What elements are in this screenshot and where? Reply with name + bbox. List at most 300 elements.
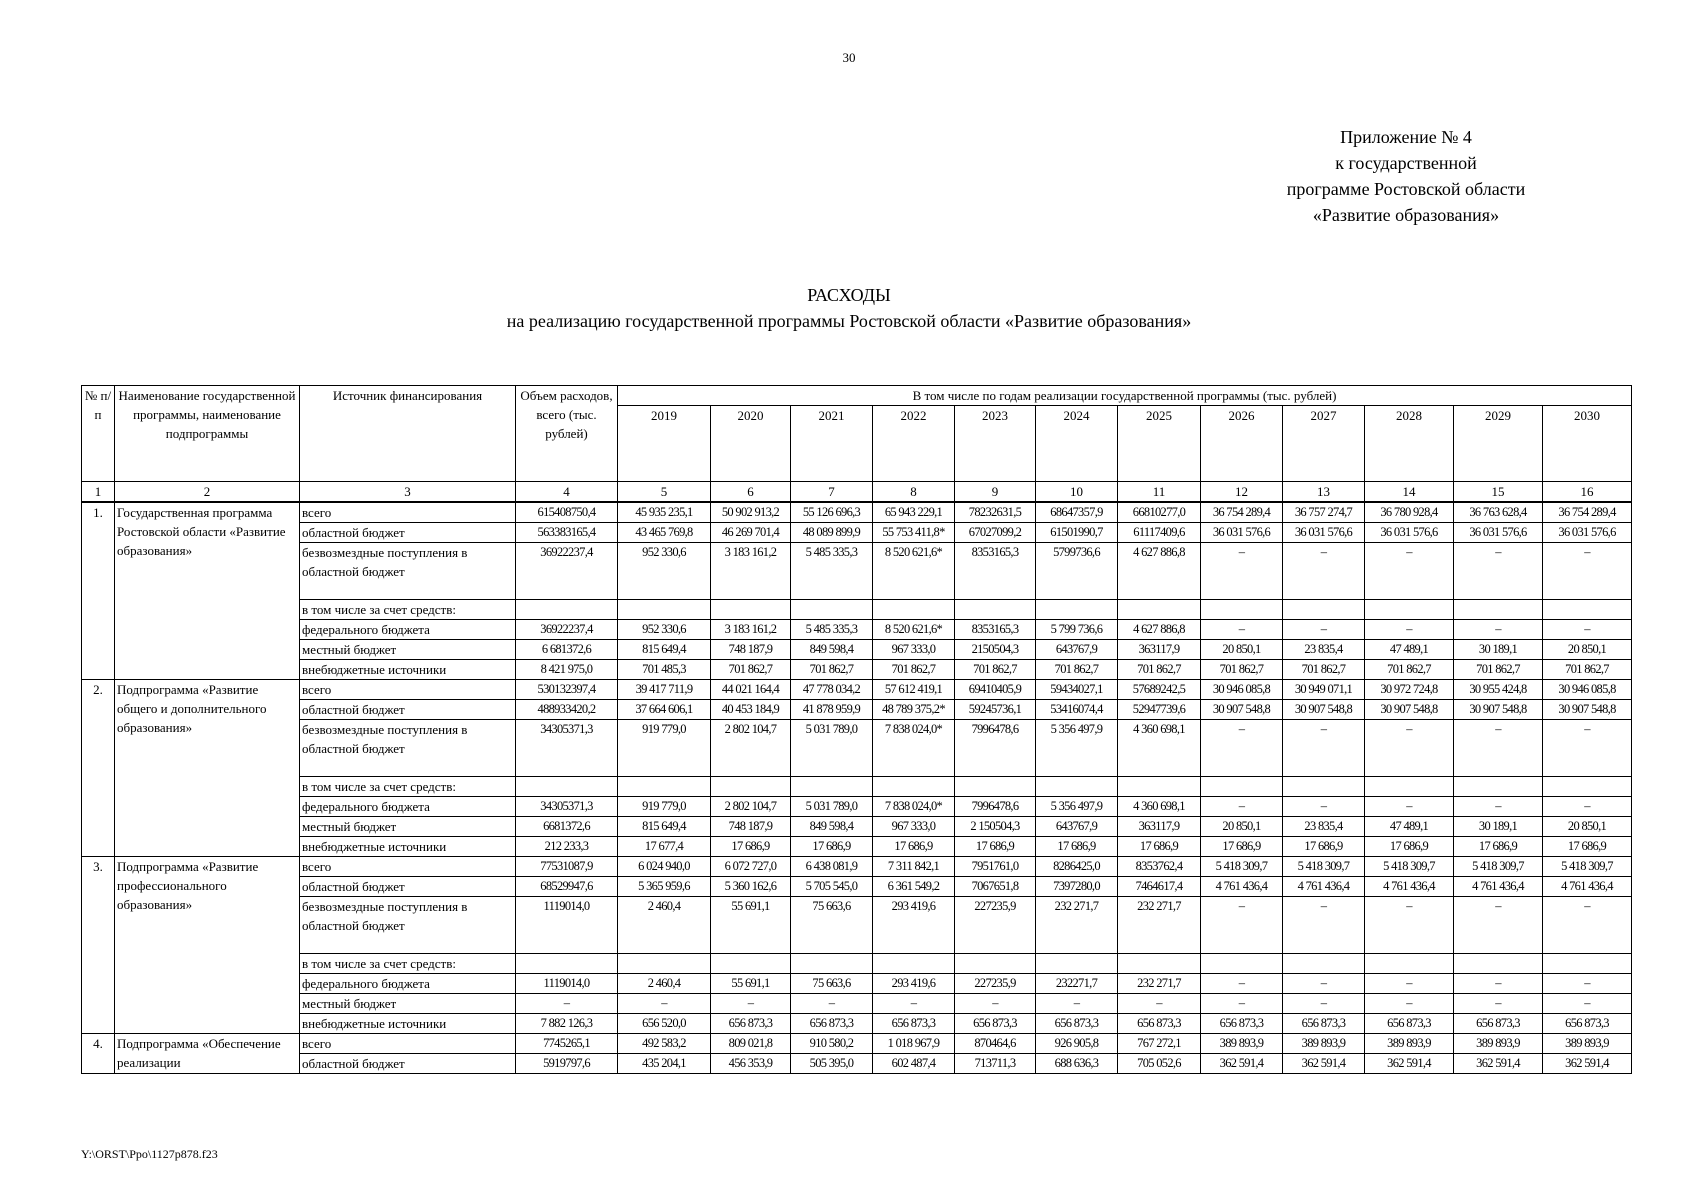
- year-value-cell: 5 705 545,0: [791, 877, 873, 897]
- header-volume: Объем расходов, всего (тыс. рублей): [516, 386, 618, 482]
- year-value-cell: 30 949 071,1: [1283, 680, 1365, 700]
- year-value-cell: 5 356 497,9: [1036, 720, 1118, 777]
- year-value-cell: 5 485 335,3: [791, 543, 873, 600]
- year-value-cell: 17 686,9: [955, 837, 1036, 857]
- year-value-cell: 59245736,1: [955, 700, 1036, 720]
- year-value-cell: –: [1543, 720, 1632, 777]
- year-value-cell: 30 907 548,8: [1365, 700, 1454, 720]
- year-value-cell: 6 361 549,2: [873, 877, 955, 897]
- year-value-cell: 17 686,9: [1543, 837, 1632, 857]
- year-value-cell: –: [1365, 797, 1454, 817]
- year-value-cell: 67027099,2: [955, 523, 1036, 543]
- year-value-cell: 8353165,3: [955, 620, 1036, 640]
- header-years-caption: В том числе по годам реализации государственной программы (тыс. рублей): [618, 386, 1632, 406]
- header-year: 2022: [873, 406, 955, 482]
- header-year: 2019: [618, 406, 711, 482]
- year-value-cell: –: [1201, 543, 1283, 600]
- header-year: 2024: [1036, 406, 1118, 482]
- year-value-cell: 6 072 727,0: [711, 857, 791, 877]
- funding-source: областной бюджет: [300, 877, 516, 897]
- year-value-cell: 55 753 411,8*: [873, 523, 955, 543]
- year-value-cell: 6 024 940,0: [618, 857, 711, 877]
- year-value-cell: 809 021,8: [711, 1034, 791, 1054]
- year-value-cell: 30 907 548,8: [1454, 700, 1543, 720]
- year-value-cell: 389 893,9: [1283, 1034, 1365, 1054]
- column-number: 13: [1283, 482, 1365, 503]
- total-cell: 212 233,3: [516, 837, 618, 857]
- column-number: 3: [300, 482, 516, 503]
- year-value-cell: –: [1283, 797, 1365, 817]
- year-value-cell: 36 031 576,6: [1543, 523, 1632, 543]
- year-value-cell: –: [1543, 974, 1632, 994]
- year-value-cell: 44 021 164,4: [711, 680, 791, 700]
- funding-source: областной бюджет: [300, 1054, 516, 1074]
- year-value-cell: 389 893,9: [1201, 1034, 1283, 1054]
- column-number: 5: [618, 482, 711, 503]
- year-value-cell: 701 862,7: [873, 660, 955, 680]
- year-value-cell: –: [618, 994, 711, 1014]
- year-value-cell: 713711,3: [955, 1054, 1036, 1074]
- year-value-cell: 362 591,4: [1454, 1054, 1543, 1074]
- page-number: 30: [842, 50, 856, 65]
- year-value-cell: [1283, 954, 1365, 974]
- year-value-cell: 47 489,1: [1365, 640, 1454, 660]
- year-value-cell: 17 686,9: [1036, 837, 1118, 857]
- funding-source: федерального бюджета: [300, 620, 516, 640]
- year-value-cell: 43 465 769,8: [618, 523, 711, 543]
- year-value-cell: 701 862,7: [1201, 660, 1283, 680]
- year-value-cell: –: [1283, 720, 1365, 777]
- year-value-cell: 30 946 085,8: [1543, 680, 1632, 700]
- year-value-cell: 66810277,0: [1118, 502, 1201, 523]
- year-value-cell: 505 395,0: [791, 1054, 873, 1074]
- total-cell: 7 882 126,3: [516, 1014, 618, 1034]
- year-value-cell: 36 031 576,6: [1201, 523, 1283, 543]
- year-value-cell: 7 838 024,0*: [873, 797, 955, 817]
- year-value-cell: 7951761,0: [955, 857, 1036, 877]
- total-cell: 8 421 975,0: [516, 660, 618, 680]
- year-value-cell: [1036, 600, 1118, 620]
- year-value-cell: 36 031 576,6: [1283, 523, 1365, 543]
- year-value-cell: 656 873,3: [1118, 1014, 1201, 1034]
- year-value-cell: 36 031 576,6: [1365, 523, 1454, 543]
- year-value-cell: 7067651,8: [955, 877, 1036, 897]
- year-value-cell: 39 417 711,9: [618, 680, 711, 700]
- year-value-cell: [1454, 954, 1543, 974]
- year-value-cell: 849 598,4: [791, 817, 873, 837]
- year-value-cell: 748 187,9: [711, 640, 791, 660]
- table-row: [82, 523, 1632, 543]
- year-value-cell: 767 272,1: [1118, 1034, 1201, 1054]
- year-value-cell: 919 779,0: [618, 720, 711, 777]
- total-cell: 1119014,0: [516, 897, 618, 954]
- header-year: 2025: [1118, 406, 1201, 482]
- table-row: [82, 700, 1632, 720]
- header-year: 2020: [711, 406, 791, 482]
- column-number: 8: [873, 482, 955, 503]
- year-value-cell: 8 520 621,6*: [873, 543, 955, 600]
- year-value-cell: –: [1201, 720, 1283, 777]
- year-value-cell: 17 686,9: [1454, 837, 1543, 857]
- program-name: Подпрограмма «Развитие профессионального образования»: [115, 857, 300, 1034]
- year-value-cell: [1118, 777, 1201, 797]
- column-number: 2: [115, 482, 300, 503]
- table-row: [82, 680, 1632, 700]
- year-value-cell: 7397280,0: [1036, 877, 1118, 897]
- year-value-cell: –: [1454, 543, 1543, 600]
- year-value-cell: 47 778 034,2: [791, 680, 873, 700]
- year-value-cell: 688 636,3: [1036, 1054, 1118, 1074]
- year-value-cell: 227235,9: [955, 897, 1036, 954]
- total-cell: 77531087,9: [516, 857, 618, 877]
- funding-source: безвозмездные поступления в областной бюджет: [300, 720, 516, 777]
- year-value-cell: –: [1543, 994, 1632, 1014]
- year-value-cell: 45 935 235,1: [618, 502, 711, 523]
- year-value-cell: [955, 600, 1036, 620]
- year-value-cell: 8353762,4: [1118, 857, 1201, 877]
- year-value-cell: 701 862,7: [1283, 660, 1365, 680]
- year-value-cell: 389 893,9: [1454, 1034, 1543, 1054]
- row-number: 2.: [82, 680, 115, 857]
- year-value-cell: 492 583,2: [618, 1034, 711, 1054]
- year-value-cell: 701 862,7: [711, 660, 791, 680]
- year-value-cell: 293 419,6: [873, 974, 955, 994]
- column-number: 4: [516, 482, 618, 503]
- year-value-cell: –: [1283, 994, 1365, 1014]
- year-value-cell: [1283, 600, 1365, 620]
- year-value-cell: –: [1365, 620, 1454, 640]
- year-value-cell: –: [1283, 543, 1365, 600]
- table-row: [82, 877, 1632, 897]
- column-number: 16: [1543, 482, 1632, 503]
- year-value-cell: 5 418 309,7: [1201, 857, 1283, 877]
- total-cell: 530132397,4: [516, 680, 618, 700]
- year-value-cell: 30 946 085,8: [1201, 680, 1283, 700]
- year-value-cell: 4 360 698,1: [1118, 797, 1201, 817]
- year-value-cell: 363117,9: [1118, 817, 1201, 837]
- year-value-cell: –: [1454, 974, 1543, 994]
- year-value-cell: 870464,6: [955, 1034, 1036, 1054]
- table-row: [82, 620, 1632, 640]
- header-source: Источник финансирования: [300, 386, 516, 482]
- funding-source: местный бюджет: [300, 817, 516, 837]
- year-value-cell: –: [711, 994, 791, 1014]
- column-number: 10: [1036, 482, 1118, 503]
- year-value-cell: 5 485 335,3: [791, 620, 873, 640]
- year-value-cell: 5 356 497,9: [1036, 797, 1118, 817]
- year-value-cell: 57689242,5: [1118, 680, 1201, 700]
- year-value-cell: 30 907 548,8: [1283, 700, 1365, 720]
- total-cell: 36922237,4: [516, 543, 618, 600]
- year-value-cell: [711, 777, 791, 797]
- year-value-cell: 227235,9: [955, 974, 1036, 994]
- year-value-cell: 17 686,9: [1283, 837, 1365, 857]
- funding-source: всего: [300, 1034, 516, 1054]
- year-value-cell: [791, 954, 873, 974]
- year-value-cell: 362 591,4: [1201, 1054, 1283, 1074]
- year-value-cell: 5 031 789,0: [791, 720, 873, 777]
- year-value-cell: 815 649,4: [618, 640, 711, 660]
- table-row: [82, 660, 1632, 680]
- total-cell: 34305371,3: [516, 720, 618, 777]
- year-value-cell: 50 902 913,2: [711, 502, 791, 523]
- year-value-cell: 656 873,3: [1283, 1014, 1365, 1034]
- header-name: Наименование государственной программы, наименование подпрограммы: [115, 386, 300, 482]
- year-value-cell: 656 873,3: [873, 1014, 955, 1034]
- year-value-cell: 4 761 436,4: [1201, 877, 1283, 897]
- year-value-cell: 17 686,9: [791, 837, 873, 857]
- program-name: Подпрограмма «Обеспечение реализации: [115, 1034, 300, 1074]
- year-value-cell: –: [1201, 797, 1283, 817]
- year-value-cell: 232 271,7: [1118, 974, 1201, 994]
- year-value-cell: [1365, 600, 1454, 620]
- year-value-cell: 232271,7: [1036, 974, 1118, 994]
- total-cell: 7745265,1: [516, 1034, 618, 1054]
- year-value-cell: 705 052,6: [1118, 1054, 1201, 1074]
- year-value-cell: 602 487,4: [873, 1054, 955, 1074]
- year-value-cell: –: [1365, 897, 1454, 954]
- year-value-cell: 967 333,0: [873, 640, 955, 660]
- year-value-cell: [1036, 777, 1118, 797]
- year-value-cell: 952 330,6: [618, 620, 711, 640]
- funding-source: в том числе за счет средств:: [300, 777, 516, 797]
- year-value-cell: 55 691,1: [711, 897, 791, 954]
- year-value-cell: –: [1543, 797, 1632, 817]
- year-value-cell: 3 183 161,2: [711, 543, 791, 600]
- year-value-cell: 36 031 576,6: [1454, 523, 1543, 543]
- year-value-cell: 7 311 842,1: [873, 857, 955, 877]
- table-row: [82, 954, 1632, 974]
- year-value-cell: 232 271,7: [1036, 897, 1118, 954]
- year-value-cell: 910 580,2: [791, 1034, 873, 1054]
- year-value-cell: 48 089 899,9: [791, 523, 873, 543]
- year-value-cell: 2 460,4: [618, 974, 711, 994]
- funding-source: федерального бюджета: [300, 974, 516, 994]
- row-number: 4.: [82, 1034, 115, 1074]
- year-value-cell: 456 353,9: [711, 1054, 791, 1074]
- year-value-cell: 17 686,9: [1365, 837, 1454, 857]
- year-value-cell: 7464617,4: [1118, 877, 1201, 897]
- total-cell: 615408750,4: [516, 502, 618, 523]
- table-body: [82, 502, 1632, 1074]
- funding-source: в том числе за счет средств:: [300, 954, 516, 974]
- header-year: 2030: [1543, 406, 1632, 482]
- year-value-cell: 23 835,4: [1283, 640, 1365, 660]
- year-value-cell: 643767,9: [1036, 640, 1118, 660]
- year-value-cell: [873, 777, 955, 797]
- year-value-cell: –: [1543, 620, 1632, 640]
- year-value-cell: –: [1454, 994, 1543, 1014]
- year-value-cell: 68647357,9: [1036, 502, 1118, 523]
- file-path-footer: Y:\ORST\Ppo\1127p878.f23: [81, 1147, 218, 1161]
- year-value-cell: [711, 954, 791, 974]
- year-value-cell: 36 754 289,4: [1201, 502, 1283, 523]
- year-value-cell: 8 520 621,6*: [873, 620, 955, 640]
- year-value-cell: 2 802 104,7: [711, 797, 791, 817]
- year-value-cell: –: [1283, 897, 1365, 954]
- year-value-cell: 20 850,1: [1201, 640, 1283, 660]
- total-cell: 5919797,6: [516, 1054, 618, 1074]
- column-number: 1: [82, 482, 115, 503]
- appendix-line: «Развитие образования»: [1312, 205, 1500, 225]
- year-value-cell: [1543, 777, 1632, 797]
- year-value-cell: [1118, 954, 1201, 974]
- year-value-cell: [618, 954, 711, 974]
- year-value-cell: 4 761 436,4: [1283, 877, 1365, 897]
- year-value-cell: 701 862,7: [1454, 660, 1543, 680]
- year-value-cell: 5 418 309,7: [1543, 857, 1632, 877]
- year-value-cell: 36 763 628,4: [1454, 502, 1543, 523]
- funding-source: областной бюджет: [300, 523, 516, 543]
- funding-source: внебюджетные источники: [300, 660, 516, 680]
- column-number: 7: [791, 482, 873, 503]
- year-value-cell: 656 873,3: [1036, 1014, 1118, 1034]
- year-value-cell: –: [1201, 897, 1283, 954]
- year-value-cell: –: [873, 994, 955, 1014]
- year-value-cell: 656 520,0: [618, 1014, 711, 1034]
- year-value-cell: 4 761 436,4: [1454, 877, 1543, 897]
- year-value-cell: [1201, 600, 1283, 620]
- year-value-cell: 232 271,7: [1118, 897, 1201, 954]
- year-value-cell: 849 598,4: [791, 640, 873, 660]
- year-value-cell: 8353165,3: [955, 543, 1036, 600]
- appendix-line: к государственной: [1335, 153, 1477, 173]
- year-value-cell: 7996478,6: [955, 797, 1036, 817]
- year-value-cell: 656 873,3: [711, 1014, 791, 1034]
- funding-source: всего: [300, 857, 516, 877]
- year-value-cell: 656 873,3: [1201, 1014, 1283, 1034]
- year-value-cell: 17 677,4: [618, 837, 711, 857]
- year-value-cell: 4 627 886,8: [1118, 620, 1201, 640]
- column-number: 9: [955, 482, 1036, 503]
- table-row: [82, 1034, 1632, 1054]
- program-name: Подпрограмма «Развитие общего и дополнительного образования»: [115, 680, 300, 857]
- funding-source: в том числе за счет средств:: [300, 600, 516, 620]
- column-number: 11: [1118, 482, 1201, 503]
- year-value-cell: 8286425,0: [1036, 857, 1118, 877]
- title-main: РАСХОДЫ: [807, 285, 891, 305]
- year-value-cell: 65 943 229,1: [873, 502, 955, 523]
- year-value-cell: 701 862,7: [1543, 660, 1632, 680]
- year-value-cell: 5 418 309,7: [1454, 857, 1543, 877]
- year-value-cell: 362 591,4: [1543, 1054, 1632, 1074]
- column-number: 15: [1454, 482, 1543, 503]
- year-value-cell: [955, 777, 1036, 797]
- year-value-cell: 656 873,3: [955, 1014, 1036, 1034]
- year-value-cell: 3 183 161,2: [711, 620, 791, 640]
- year-value-cell: [955, 954, 1036, 974]
- title-subtitle: на реализацию государственной программы Ростовской области «Развитие образования»: [506, 311, 1192, 331]
- funding-source: внебюджетные источники: [300, 1014, 516, 1034]
- year-value-cell: 30 907 548,8: [1543, 700, 1632, 720]
- year-value-cell: –: [1201, 994, 1283, 1014]
- year-value-cell: 701 862,7: [1365, 660, 1454, 680]
- year-value-cell: 919 779,0: [618, 797, 711, 817]
- total-cell: 36922237,4: [516, 620, 618, 640]
- year-value-cell: –: [1454, 797, 1543, 817]
- year-value-cell: 5 418 309,7: [1283, 857, 1365, 877]
- row-number: 1.: [82, 502, 115, 680]
- year-value-cell: [1118, 600, 1201, 620]
- year-value-cell: 643767,9: [1036, 817, 1118, 837]
- table-row: [82, 897, 1632, 954]
- year-value-cell: –: [1543, 897, 1632, 954]
- column-number-row: [82, 482, 1632, 503]
- year-value-cell: 7996478,6: [955, 720, 1036, 777]
- year-value-cell: 48 789 375,2*: [873, 700, 955, 720]
- year-value-cell: 46 269 701,4: [711, 523, 791, 543]
- funding-source: безвозмездные поступления в областной бюджет: [300, 543, 516, 600]
- table-row: [82, 817, 1632, 837]
- year-value-cell: 656 873,3: [1365, 1014, 1454, 1034]
- table-row: [82, 640, 1632, 660]
- year-value-cell: 1 018 967,9: [873, 1034, 955, 1054]
- year-value-cell: 61501990,7: [1036, 523, 1118, 543]
- year-value-cell: [1454, 600, 1543, 620]
- year-value-cell: 36 757 274,7: [1283, 502, 1365, 523]
- column-number: 12: [1201, 482, 1283, 503]
- year-value-cell: [711, 600, 791, 620]
- appendix-line: Приложение № 4: [1340, 127, 1472, 147]
- header-year: 2028: [1365, 406, 1454, 482]
- year-value-cell: 656 873,3: [1543, 1014, 1632, 1034]
- year-value-cell: 5 799 736,6: [1036, 620, 1118, 640]
- year-value-cell: [1201, 777, 1283, 797]
- total-cell: [516, 600, 618, 620]
- table-row: [82, 600, 1632, 620]
- year-value-cell: 5 418 309,7: [1365, 857, 1454, 877]
- year-value-cell: 2 150504,3: [955, 817, 1036, 837]
- year-value-cell: 69410405,9: [955, 680, 1036, 700]
- year-value-cell: 363117,9: [1118, 640, 1201, 660]
- year-value-cell: 701 862,7: [955, 660, 1036, 680]
- year-value-cell: [1543, 600, 1632, 620]
- year-value-cell: [1543, 954, 1632, 974]
- year-value-cell: 41 878 959,9: [791, 700, 873, 720]
- year-value-cell: 20 850,1: [1543, 640, 1632, 660]
- year-value-cell: 17 686,9: [1201, 837, 1283, 857]
- year-value-cell: –: [1201, 974, 1283, 994]
- year-value-cell: 55 691,1: [711, 974, 791, 994]
- funding-source: всего: [300, 680, 516, 700]
- year-value-cell: 75 663,6: [791, 974, 873, 994]
- year-value-cell: [873, 954, 955, 974]
- document-title: [0, 282, 1698, 334]
- year-value-cell: 4 761 436,4: [1543, 877, 1632, 897]
- year-value-cell: 40 453 184,9: [711, 700, 791, 720]
- year-value-cell: 5799736,6: [1036, 543, 1118, 600]
- total-cell: [516, 777, 618, 797]
- year-value-cell: –: [1543, 543, 1632, 600]
- year-value-cell: 57 612 419,1: [873, 680, 955, 700]
- year-value-cell: 5 365 959,6: [618, 877, 711, 897]
- program-name: Государственная программа Ростовской области «Развитие образования»: [115, 502, 300, 680]
- appendix-block: [1226, 124, 1586, 228]
- year-value-cell: 293 419,6: [873, 897, 955, 954]
- year-value-cell: 75 663,6: [791, 897, 873, 954]
- year-value-cell: 36 780 928,4: [1365, 502, 1454, 523]
- year-value-cell: 952 330,6: [618, 543, 711, 600]
- year-value-cell: 967 333,0: [873, 817, 955, 837]
- year-value-cell: 7 838 024,0*: [873, 720, 955, 777]
- total-cell: 68529947,6: [516, 877, 618, 897]
- year-value-cell: [1036, 954, 1118, 974]
- column-number: 14: [1365, 482, 1454, 503]
- table-row: [82, 974, 1632, 994]
- year-value-cell: [791, 600, 873, 620]
- funding-source: безвозмездные поступления в областной бюджет: [300, 897, 516, 954]
- table-row: [82, 1054, 1632, 1074]
